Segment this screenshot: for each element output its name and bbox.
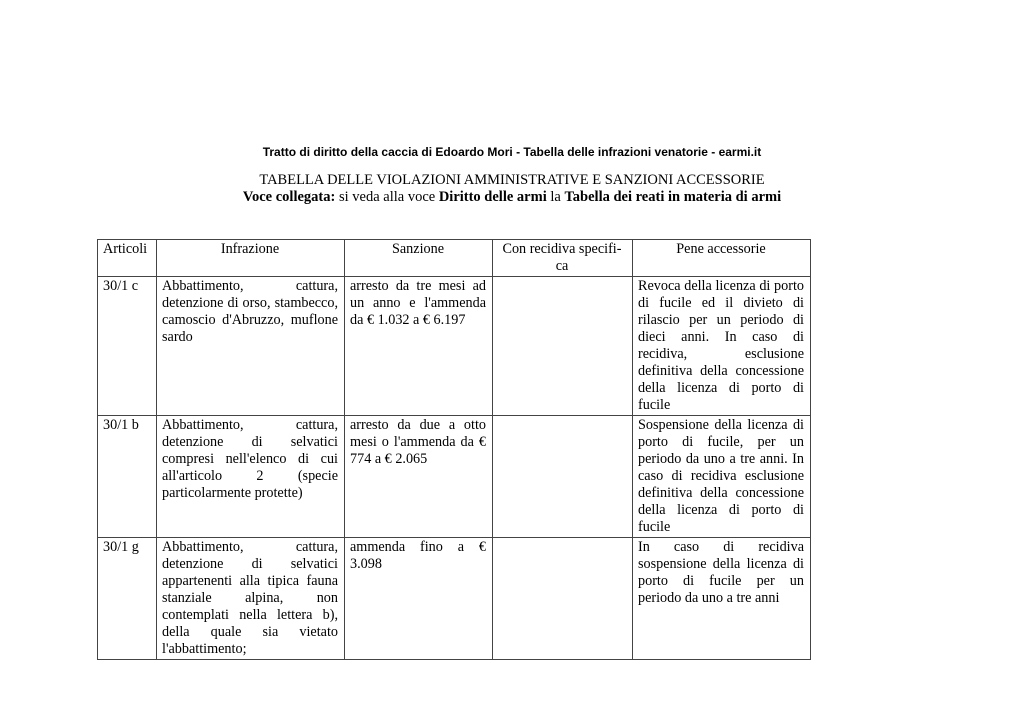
cell-articolo: 30/1 b <box>98 416 157 538</box>
column-header-articoli: Articoli <box>98 240 157 277</box>
cell-pene-accessorie: Revoca della licenza di porto di fucile ed il divieto di rilascio per un periodo di dieci anni. In caso di recidiva, esclusione definitiva della concessione della licenza di porto di fucile <box>633 277 811 416</box>
column-header-pene-accessorie: Pene accessorie <box>633 240 811 277</box>
table-row <box>98 416 811 538</box>
cell-sanzione: arresto da due a otto mesi o l'ammenda da € 774 a € 2.065 <box>345 416 493 538</box>
related-text-2: la <box>546 189 565 205</box>
related-text-1: si veda alla voce <box>335 189 439 205</box>
cell-recidiva <box>493 416 633 538</box>
column-header-recidiva: Con recidiva specifi-ca <box>493 240 633 277</box>
cell-infrazione: Abbattimento, cattura, detenzione di orso, stambecco, camoscio d'Abruzzo, muflone sardo <box>157 277 345 416</box>
table-header-row <box>98 240 811 277</box>
cell-articolo: 30/1 c <box>98 277 157 416</box>
related-link-tabella-reati[interactable]: Tabella dei reati in materia di armi <box>564 189 782 205</box>
cell-infrazione: Abbattimento, cattura, detenzione di selvatici compresi nell'elenco di cui all'articolo 2 (specie particolarmente protette) <box>157 416 345 538</box>
infractions-table <box>97 239 811 660</box>
cell-sanzione: arresto da tre mesi ad un anno e l'ammenda da € 1.032 a € 6.197 <box>345 277 493 416</box>
cell-recidiva <box>493 277 633 416</box>
cell-infrazione: Abbattimento, cattura, detenzione di selvatici appartenenti alla tipica fauna stanziale alpina, non contemplati nella lettera b), della quale sia vietato l'abbattimento; <box>157 538 345 660</box>
source-header: Tratto di diritto della caccia di Edoardo Mori - Tabella delle infrazioni venatorie - earmi.it <box>262 145 762 159</box>
column-header-sanzione: Sanzione <box>345 240 493 277</box>
table-row <box>98 538 811 660</box>
related-entry-line <box>0 189 1024 206</box>
table-row <box>98 277 811 416</box>
related-link-diritto-armi[interactable]: Diritto delle armi <box>438 189 547 205</box>
cell-pene-accessorie: Sospensione della licenza di porto di fucile, per un periodo da uno a tre anni. In caso di recidiva esclusione definitiva della concessione della licenza di porto di fucile <box>633 416 811 538</box>
column-header-infrazione: Infrazione <box>157 240 345 277</box>
related-label: Voce collegata: <box>242 189 336 205</box>
cell-sanzione: ammenda fino a € 3.098 <box>345 538 493 660</box>
cell-pene-accessorie: In caso di recidiva sospensione della licenza di porto di fucile per un periodo da uno a tre anni <box>633 538 811 660</box>
cell-recidiva <box>493 538 633 660</box>
cell-articolo: 30/1 g <box>98 538 157 660</box>
document-title: TABELLA DELLE VIOLAZIONI AMMINISTRATIVE E SANZIONI ACCESSORIE <box>259 172 765 188</box>
